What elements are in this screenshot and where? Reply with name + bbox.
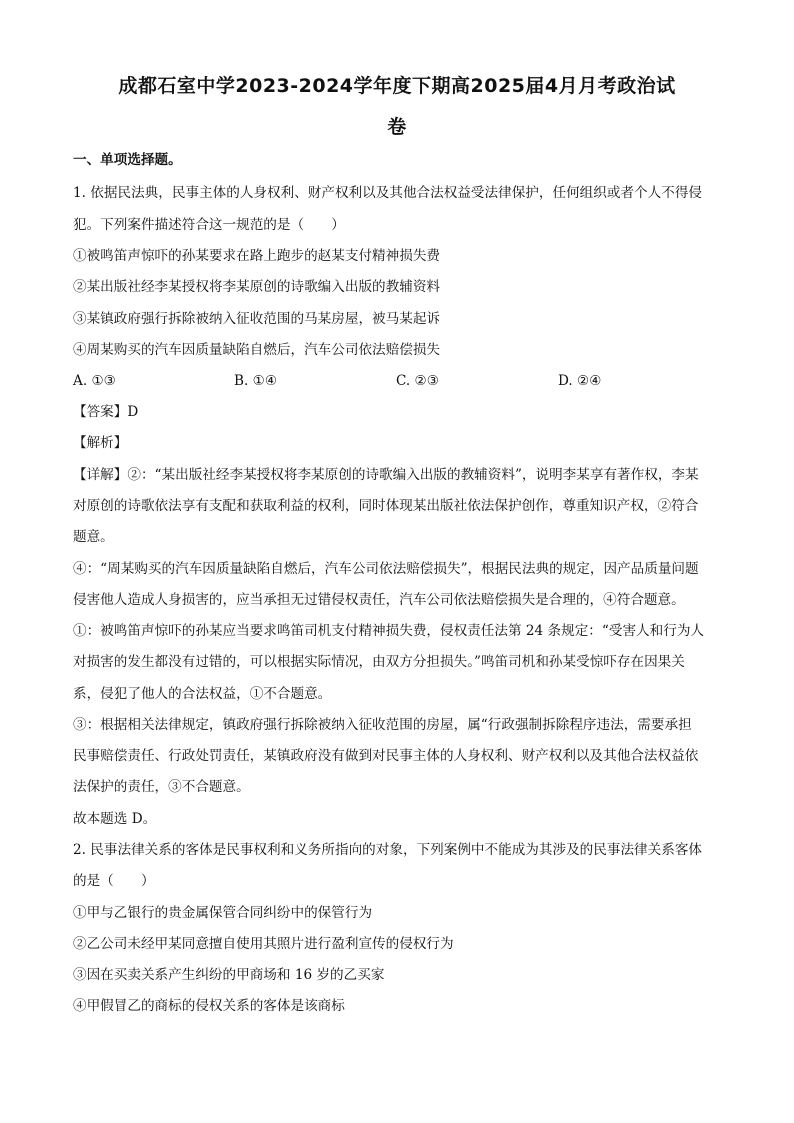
q1-explanation-line: ④：“周某购买的汽车因质量缺陷自燃后，汽车公司依法赔偿损失”，根据民法典的规定，因产品质量问题 — [73, 561, 699, 577]
q1-explanation-line: 对原创的诗歌依法享有支配和获取利益的权利，同时体现某出版社依法保护创作，尊重知识产权，②符合 — [73, 498, 699, 514]
q1-explanation-line: 侵害他人造成人身损害的，应当承担无过错侵权责任，汽车公司依法赔偿损失是合理的，④符合题意。 — [73, 592, 685, 608]
exam-title-line-1: 成都石室中学2023-2024学年度下期高2025届4月月考政治试 — [118, 75, 676, 97]
q1-option-b: B. ①④ — [234, 373, 278, 389]
q1-explanation-line: 【详解】②：“某出版社经李某授权将李某原创的诗歌编入出版的教辅资料”，说明李某享有著作权，李某 — [73, 467, 699, 483]
q2-stem-line-1: 2. 民事法律关系的客体是民事权利和义务所指向的对象，下列案例中不能成为其涉及的民事法律关系客体 — [73, 842, 703, 858]
q1-answer: 【答案】D — [73, 404, 139, 420]
q1-item-1: ①被鸣笛声惊吓的孙某要求在路上跑步的赵某支付精神损失费 — [73, 248, 441, 264]
q1-option-a: A. ①③ — [73, 373, 116, 389]
q1-explanation-line: 法保护的责任，③不合题意。 — [73, 779, 250, 795]
q1-explanation-line: ①：被鸣笛声惊吓的孙某应当要求鸣笛司机支付精神损失费，侵权责任法第 24 条规定：“受害人和行为人 — [73, 623, 705, 639]
q1-stem-line-1: 1. 依据民法典，民事主体的人身权利、财产权利以及其他合法权益受法律保护，任何组织或者个人不得侵 — [73, 185, 703, 201]
q2-item-1: ①甲与乙银行的贵金属保管合同纠纷中的保管行为 — [73, 905, 373, 921]
section-heading: 一、单项选择题。 — [73, 152, 182, 168]
q1-explanation-line: 对损害的发生都没有过错的，可以根据实际情况，由双方分担损失。”鸣笛司机和孙某受惊吓存在因果关 — [73, 654, 685, 670]
q1-conclusion: 故本题选 D。 — [73, 811, 157, 827]
q1-item-2: ②某出版社经李某授权将李某原创的诗歌编入出版的教辅资料 — [73, 279, 441, 295]
q1-option-d: D. ②④ — [558, 373, 602, 389]
q1-analysis-label: 【解析】 — [73, 435, 128, 451]
q1-item-3: ③某镇政府强行拆除被纳入征收范围的马某房屋，被马某起诉 — [73, 311, 441, 327]
q2-stem-line-2: 的是（ ） — [73, 873, 155, 889]
q1-explanation-line: 民事赔偿责任、行政处罚责任，某镇政府没有做到对民事主体的人身权利、财产权利以及其他合法权益依 — [73, 748, 699, 764]
q1-explanation-line: 题意。 — [73, 529, 114, 545]
q1-explanation-line: ③：根据相关法律规定，镇政府强行拆除被纳入征收范围的房屋，属“行政强制拆除程序违法，需要承担 — [73, 717, 692, 733]
q2-item-4: ④甲假冒乙的商标的侵权关系的客体是该商标 — [73, 998, 345, 1014]
q1-stem-line-2: 犯。下列案件描述符合这一规范的是（ ） — [73, 217, 345, 233]
exam-title-line-2: 卷 — [387, 116, 407, 138]
q2-item-3: ③因在买卖关系产生纠纷的甲商场和 16 岁的乙买家 — [73, 967, 385, 983]
q1-explanation-line: 系，侵犯了他人的合法权益，①不合题意。 — [73, 686, 332, 702]
q1-option-c: C. ②③ — [396, 373, 439, 389]
q1-item-4: ④周某购买的汽车因质量缺陷自燃后，汽车公司依法赔偿损失 — [73, 342, 441, 358]
q2-item-2: ②乙公司未经甲某同意擅自使用其照片进行盈利宣传的侵权行为 — [73, 936, 454, 952]
